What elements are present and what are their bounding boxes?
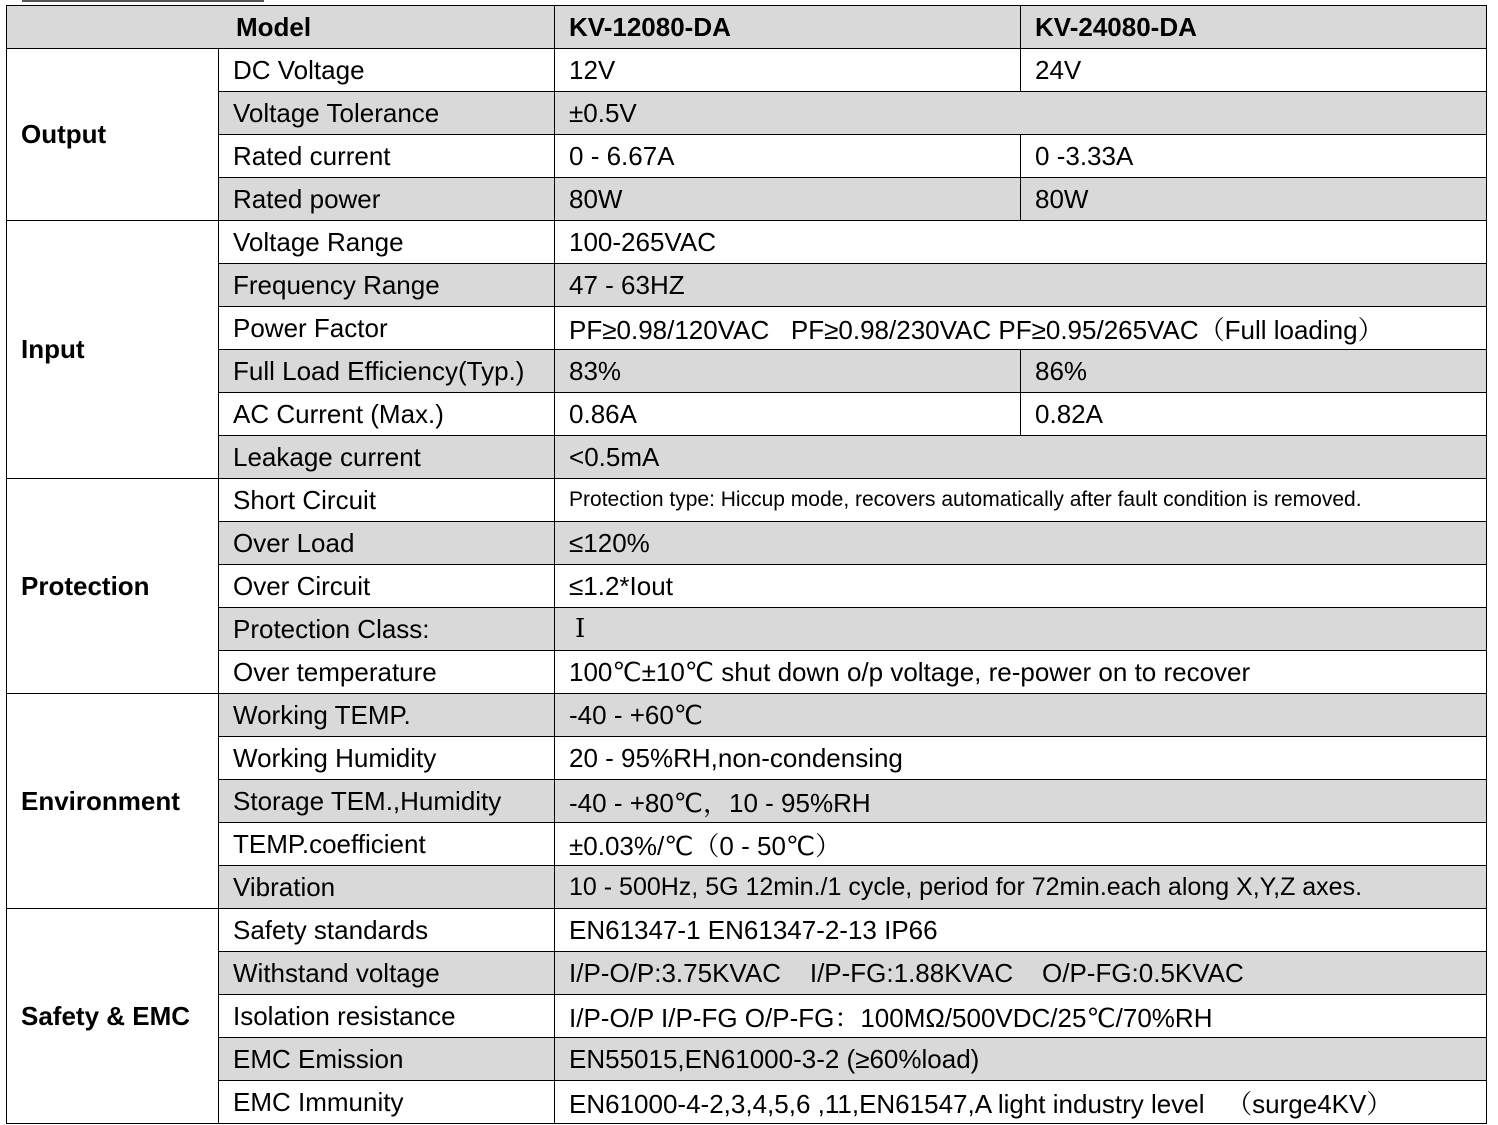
row-value: -40 - +80℃，10 - 95%RH (555, 780, 1487, 823)
row-value: ≤1.2*Iout (555, 565, 1487, 608)
row-label: DC Voltage (219, 49, 555, 92)
table-row (7, 479, 1487, 522)
group-output: Output (7, 49, 219, 221)
table-row (7, 995, 1487, 1038)
row-label: Rated current (219, 135, 555, 178)
row-label: Voltage Range (219, 221, 555, 264)
table-row (7, 221, 1487, 264)
value-a: 83% (555, 350, 1021, 393)
group-protection: Protection (7, 479, 219, 694)
row-value: Protection type: Hiccup mode, recovers automatically after fault condition is removed. (555, 479, 1487, 522)
row-label: AC Current (Max.) (219, 393, 555, 436)
row-value: <0.5mA (555, 436, 1487, 479)
row-label: Power Factor (219, 307, 555, 350)
row-value: PF≥0.98/120VAC PF≥0.98/230VAC PF≥0.95/265VAC（Full loading） (555, 307, 1487, 350)
table-row (7, 49, 1487, 92)
model-b-header: KV-24080-DA (1021, 6, 1487, 49)
row-label: Working Humidity (219, 737, 555, 780)
table-row (7, 823, 1487, 866)
row-value: EN55015,EN61000-3-2 (≥60%load) (555, 1038, 1487, 1081)
table-row (7, 737, 1487, 780)
row-value: 10 - 500Hz, 5G 12min./1 cycle, period for 72min.each along X,Y,Z axes. (555, 866, 1487, 909)
header-row (7, 6, 1487, 49)
row-value: -40 - +60℃ (555, 694, 1487, 737)
row-label: Vibration (219, 866, 555, 909)
row-label: Over temperature (219, 651, 555, 694)
row-value: ±0.5V (555, 92, 1487, 135)
row-value: EN61000-4-2,3,4,5,6 ,11,EN61547,A light industry level （surge4KV） (555, 1081, 1487, 1124)
table-row (7, 92, 1487, 135)
group-safety-emc: Safety & EMC (7, 909, 219, 1124)
value-a: 80W (555, 178, 1021, 221)
group-input: Input (7, 221, 219, 479)
row-label: Working TEMP. (219, 694, 555, 737)
row-value: EN61347-1 EN61347-2-13 IP66 (555, 909, 1487, 952)
row-label: EMC Emission (219, 1038, 555, 1081)
row-label: Over Circuit (219, 565, 555, 608)
row-value: 47 - 63HZ (555, 264, 1487, 307)
row-label: Frequency Range (219, 264, 555, 307)
row-label: Full Load Efficiency(Typ.) (219, 350, 555, 393)
value-a: 0 - 6.67A (555, 135, 1021, 178)
value-a: 0.86A (555, 393, 1021, 436)
row-label: Over Load (219, 522, 555, 565)
row-label: Isolation resistance (219, 995, 555, 1038)
table-row (7, 393, 1487, 436)
table-row (7, 350, 1487, 393)
model-a-header: KV-12080-DA (555, 6, 1021, 49)
value-b: 0 -3.33A (1021, 135, 1487, 178)
row-label: Protection Class: (219, 608, 555, 651)
row-label: Storage TEM.,Humidity (219, 780, 555, 823)
group-environment: Environment (7, 694, 219, 909)
row-value: Ⅰ (555, 608, 1487, 651)
row-label: Withstand voltage (219, 952, 555, 995)
row-label: EMC Immunity (219, 1081, 555, 1124)
model-label: Model (7, 6, 555, 49)
value-b: 0.82A (1021, 393, 1487, 436)
row-value: I/P-O/P I/P-FG O/P-FG：100MΩ/500VDC/25℃/70%RH (555, 995, 1487, 1038)
table-row (7, 307, 1487, 350)
table-row (7, 608, 1487, 651)
row-label: TEMP.coefficient (219, 823, 555, 866)
row-value: 20 - 95%RH,non-condensing (555, 737, 1487, 780)
row-value: ≤120% (555, 522, 1487, 565)
table-row (7, 522, 1487, 565)
table-row (7, 694, 1487, 737)
row-label: Rated power (219, 178, 555, 221)
value-b: 24V (1021, 49, 1487, 92)
heading-underline (22, 0, 264, 2)
value-b: 80W (1021, 178, 1487, 221)
table-row (7, 651, 1487, 694)
row-label: Voltage Tolerance (219, 92, 555, 135)
row-label: Leakage current (219, 436, 555, 479)
value-a: 12V (555, 49, 1021, 92)
row-value: ±0.03%/℃（0 - 50℃） (555, 823, 1487, 866)
table-row (7, 135, 1487, 178)
spec-table (6, 5, 1487, 1124)
row-value: 100-265VAC (555, 221, 1487, 264)
table-row (7, 565, 1487, 608)
table-row (7, 866, 1487, 909)
row-label: Short Circuit (219, 479, 555, 522)
row-label: Safety standards (219, 909, 555, 952)
table-row (7, 952, 1487, 995)
table-row (7, 436, 1487, 479)
value-b: 86% (1021, 350, 1487, 393)
row-value: 100℃±10℃ shut down o/p voltage, re-power on to recover (555, 651, 1487, 694)
row-value: I/P-O/P:3.75KVAC I/P-FG:1.88KVAC O/P-FG:0.5KVAC (555, 952, 1487, 995)
table-row (7, 909, 1487, 952)
table-row (7, 178, 1487, 221)
table-row (7, 264, 1487, 307)
table-row (7, 1038, 1487, 1081)
table-row (7, 780, 1487, 823)
table-row (7, 1081, 1487, 1124)
